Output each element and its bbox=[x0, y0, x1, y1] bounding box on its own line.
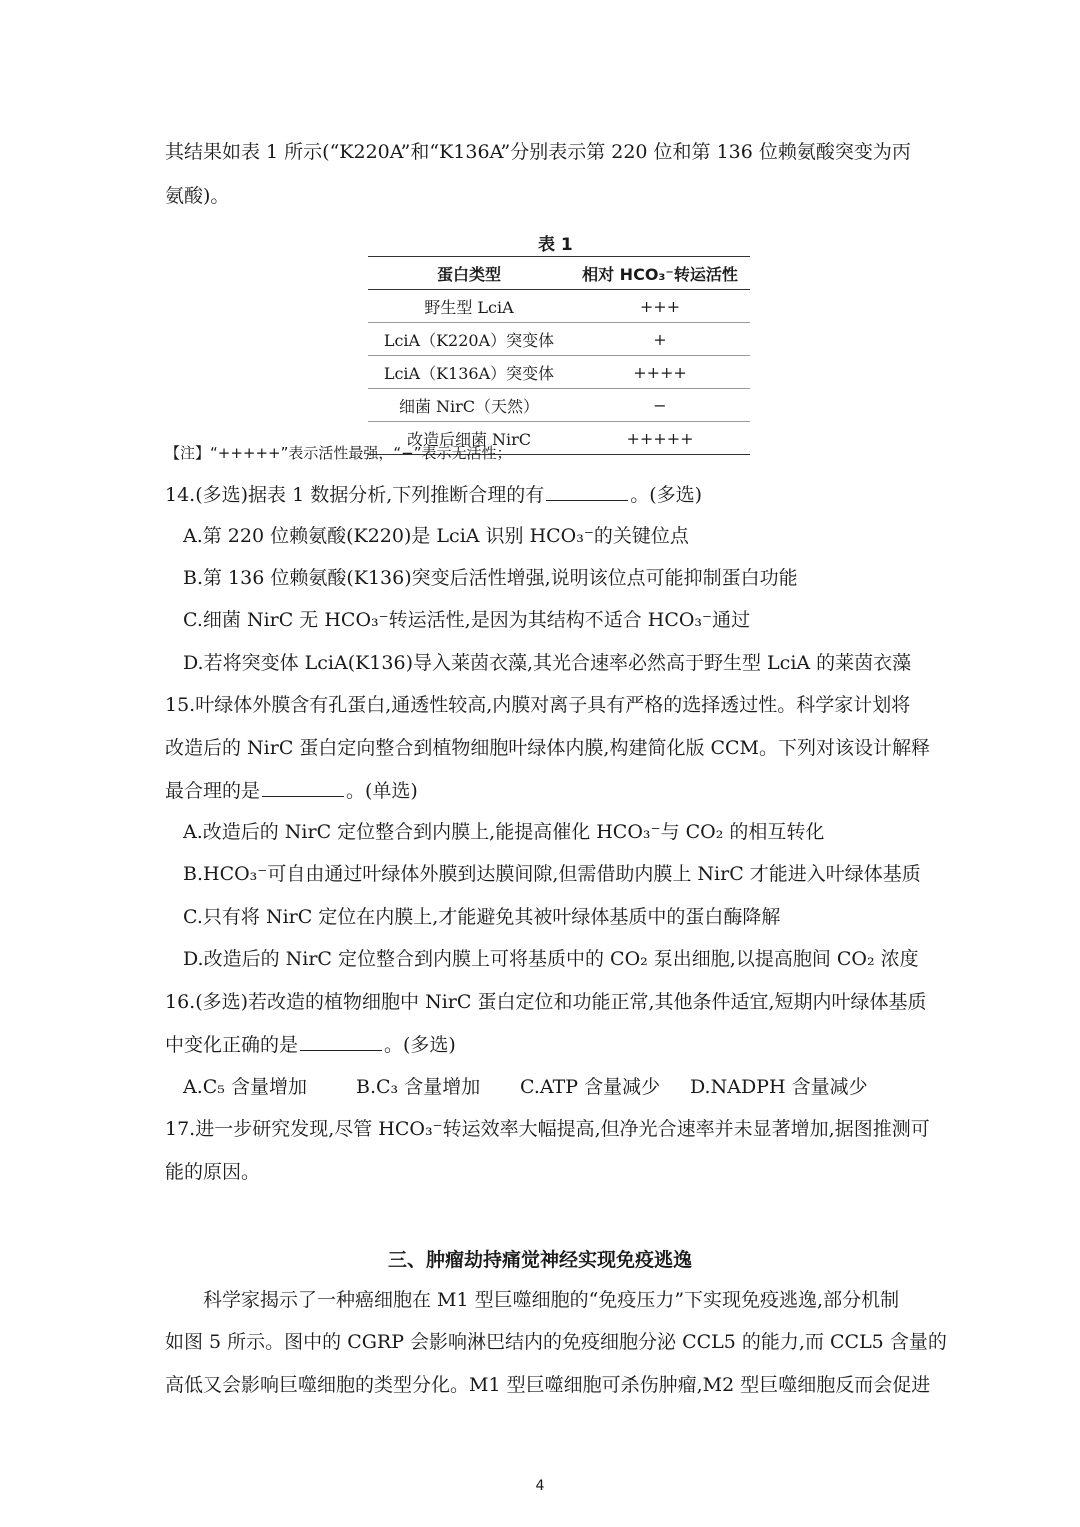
q15-option-c: C.只有将 NirC 定位在内膜上,才能避免其被叶绿体基质中的蛋白酶降解 bbox=[183, 906, 781, 928]
section3-para-line-3: 高低又会影响巨噬细胞的类型分化。M1 型巨噬细胞可杀伤肿瘤,M2 型巨噬细胞反而会促进 bbox=[165, 1374, 931, 1396]
activity-table bbox=[368, 256, 750, 455]
q17-stem-2: 能的原因。 bbox=[165, 1161, 261, 1183]
q14-stem-text: 14.(多选)据表 1 数据分析,下列推断合理的有 bbox=[165, 484, 545, 506]
activity-cell: − bbox=[570, 389, 750, 422]
protein-cell: 细菌 NirC（天然） bbox=[368, 389, 570, 422]
protein-cell: LciA（K136A）突变体 bbox=[368, 356, 570, 389]
q15-stem-3 bbox=[165, 778, 418, 803]
q15-answer-blank[interactable] bbox=[262, 778, 344, 797]
q14-option-d: D.若将突变体 LciA(K136)导入莱茵衣藻,其光合速率必然高于野生型 LciA 的莱茵衣藻 bbox=[183, 652, 912, 674]
q16-option-a: A.C₅ 含量增加 bbox=[183, 1076, 307, 1098]
q15-option-b: B.HCO₃⁻可自由通过叶绿体外膜到达膜间隙,但需借助内膜上 NirC 才能进入叶绿体基质 bbox=[183, 863, 921, 885]
header-activity: 相对 HCO₃⁻转运活性 bbox=[570, 257, 750, 290]
q16-option-c: C.ATP 含量减少 bbox=[520, 1076, 661, 1098]
table-row bbox=[368, 389, 750, 422]
protein-cell: 改造后细菌 NirC bbox=[368, 422, 570, 455]
q16-stem-text: 中变化正确的是 bbox=[165, 1034, 299, 1056]
q16-stem-2 bbox=[165, 1032, 456, 1057]
protein-cell: 野生型 LciA bbox=[368, 290, 570, 323]
q14-option-a: A.第 220 位赖氨酸(K220)是 LciA 识别 HCO₃⁻的关键位点 bbox=[183, 525, 689, 547]
protein-cell: LciA（K220A）突变体 bbox=[368, 323, 570, 356]
q14-option-b: B.第 136 位赖氨酸(K136)突变后活性增强,说明该位点可能抑制蛋白功能 bbox=[183, 567, 798, 589]
q14-stem bbox=[165, 482, 702, 507]
q16-stem-1: 16.(多选)若改造的植物细胞中 NirC 蛋白定位和功能正常,其他条件适宜,短期内叶绿体基质 bbox=[165, 991, 927, 1013]
q15-stem-1: 15.叶绿体外膜含有孔蛋白,通透性较高,内膜对离子具有严格的选择透过性。科学家计划将 bbox=[165, 694, 911, 716]
q17-stem-1: 17.进一步研究发现,尽管 HCO₃⁻转运效率大幅提高,但净光合速率并未显著增加,据图推测可 bbox=[165, 1118, 930, 1140]
intro-line-1: 其结果如表 1 所示(“K220A”和“K136A”分别表示第 220 位和第 136 位赖氨酸突变为丙 bbox=[165, 141, 911, 163]
activity-cell: +++++ bbox=[570, 422, 750, 455]
activity-cell: +++ bbox=[570, 290, 750, 323]
section-title: 三、肿瘤劫持痛觉神经实现免疫逃逸 bbox=[387, 1249, 692, 1271]
activity-cell: ++++ bbox=[570, 356, 750, 389]
activity-cell: + bbox=[570, 323, 750, 356]
section3-para-line-1: 科学家揭示了一种癌细胞在 M1 型巨噬细胞的“免疫压力”下实现免疫逃逸,部分机制 bbox=[203, 1289, 900, 1311]
q14-option-c: C.细菌 NirC 无 HCO₃⁻转运活性,是因为其结构不适合 HCO₃⁻通过 bbox=[183, 609, 751, 631]
q16-answer-blank[interactable] bbox=[300, 1032, 382, 1051]
table-title: 表 1 bbox=[538, 235, 573, 255]
table-row bbox=[368, 356, 750, 389]
q15-option-d: D.改造后的 NirC 定位整合到内膜上可将基质中的 CO₂ 泵出细胞,以提高胞间 CO₂ 浓度 bbox=[183, 948, 919, 970]
table-header-row bbox=[368, 257, 750, 290]
q15-stem-text: 最合理的是 bbox=[165, 780, 261, 802]
page-number: 4 bbox=[535, 1478, 545, 1494]
q16-option-d: D.NADPH 含量减少 bbox=[690, 1076, 868, 1098]
q15-stem-suffix: 。(单选) bbox=[346, 780, 418, 802]
q14-stem-suffix: 。(多选) bbox=[630, 484, 703, 506]
q15-option-a: A.改造后的 NirC 定位整合到内膜上,能提高催化 HCO₃⁻与 CO₂ 的相互转化 bbox=[183, 821, 825, 843]
header-protein-type: 蛋白类型 bbox=[368, 257, 570, 290]
q16-stem-suffix: 。(多选) bbox=[384, 1034, 456, 1056]
section3-para-line-2: 如图 5 所示。图中的 CGRP 会影响淋巴结内的免疫细胞分泌 CCL5 的能力,而 CCL5 含量的 bbox=[165, 1331, 947, 1353]
table-row bbox=[368, 323, 750, 356]
intro-line-2: 氨酸)。 bbox=[165, 185, 230, 207]
q16-option-b: B.C₃ 含量增加 bbox=[356, 1076, 481, 1098]
q15-stem-2: 改造后的 NirC 蛋白定向整合到植物细胞叶绿体内膜,构建简化版 CCM。下列对该设计解释 bbox=[165, 737, 931, 759]
table-note: 【注】“+++++”表示活性最强，“−”表示无活性； bbox=[165, 444, 512, 462]
q14-answer-blank[interactable] bbox=[546, 482, 628, 501]
table-row bbox=[368, 290, 750, 323]
